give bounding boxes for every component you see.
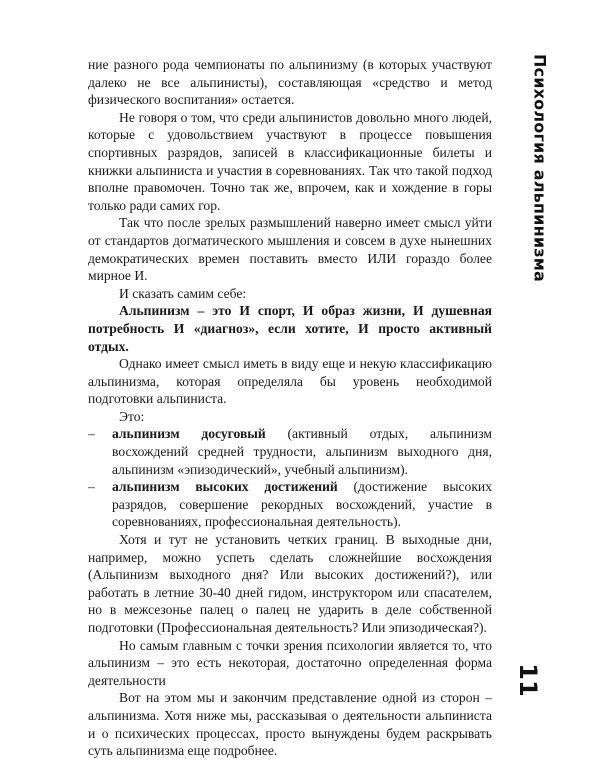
- page-number-text: 11: [514, 663, 542, 697]
- paragraph: ние разного рода чемпионаты по альпинизму (в которых участвуют далеко не все альпинисты), составляющая «средство и метод физического воспитания» остается.: [88, 57, 492, 108]
- page-number: [514, 658, 542, 702]
- running-head: [526, 48, 554, 288]
- paragraph: Не говоря о том, что среди альпинистов довольно много людей, которые с удовольствием участвуют в процессе повышения спортивных разрядов, записей в классификационные билеты и книжки альпиниста и участия в соревнованиях. Так что такой подход вполне правомочен. Точно так же, впрочем, как и хождение в горы только ради самих гор.: [88, 109, 492, 213]
- body-text: [88, 56, 492, 760]
- list-dash: –: [88, 426, 95, 442]
- paragraph: Это:: [119, 408, 145, 424]
- paragraph: И сказать самим себе:: [119, 285, 247, 301]
- list-dash: –: [88, 479, 95, 495]
- list-item: [88, 478, 492, 531]
- paragraph: Хотя и тут не установить четких границ. В выходные дни, например, можно успеть сделать сложнейшие восхождения (Альпинизм выходного дня? Или высоких достижений?), или работать в летние 30-40 дней гидом, инструктором или спасателем, но в межсезонье палец о палец не ударить в деле собственной подготовки (Профессиональная деятельность? Или эпизодическая?).: [88, 532, 492, 635]
- paragraph: Однако имеет смысл иметь в виду еще и некую классификацию альпинизма, которая определяла бы уровень необходимой подготовки альпиниста.: [88, 356, 492, 407]
- list-term: альпинизм высоких достижений: [112, 479, 338, 495]
- paragraph: Так что после зрелых размышлений наверно имеет смысл уйти от стандартов догматического мышления и совсем в духе нынешних демократических времен поставить вместо ИЛИ гораздо более мирное И.: [88, 215, 492, 284]
- list-description: (активный отдых, альпинизм восхождений средней трудности, альпинизм выходного дня, альпинизм «эпизодический», учебный альпинизм).: [112, 426, 492, 477]
- definition-text: Альпинизм – это И спорт, И образ жизни, И душевная потребность И «диагноз», если хотите, И просто активный отдых.: [88, 303, 492, 354]
- list-item: [88, 425, 492, 478]
- paragraph: Но самым главным с точки зрения психологии является то, что альпинизм – это есть некоторая, достаточно определенная форма деятельности: [88, 637, 492, 688]
- paragraph: Вот на этом мы и закончим представление одной из сторон – альпинизма. Хотя ниже мы, рассказывая о деятельности альпиниста и о психических процессах, просто вынуждены будем раскрывать суть альпинизма еще подробнее.: [88, 690, 492, 759]
- running-head-text: Психология альпинизма: [530, 53, 550, 283]
- list-description: (достижение высоких разрядов, совершение рекордных восхождений, участие в соревнованиях, профессиональная деятельность).: [112, 479, 493, 530]
- list-term: альпинизм досуговый: [112, 426, 266, 442]
- definition-paragraph: [88, 302, 492, 355]
